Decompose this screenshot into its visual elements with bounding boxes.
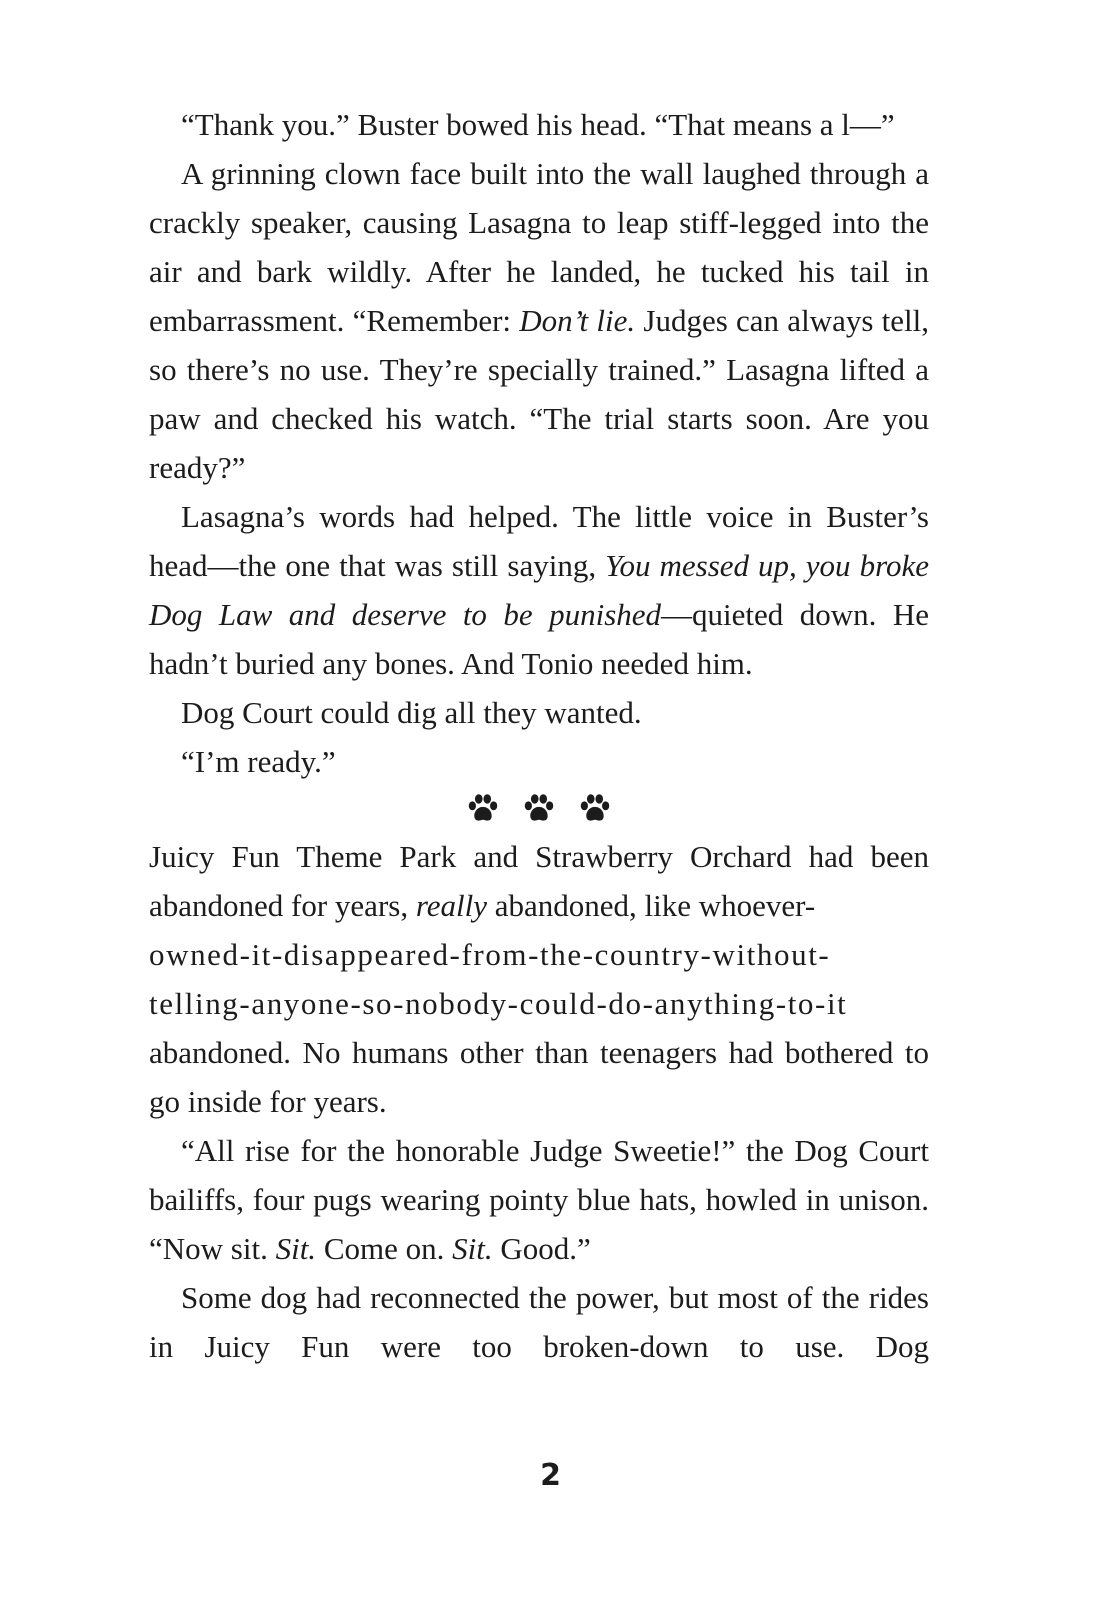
scene-break bbox=[149, 786, 929, 832]
paragraph bbox=[149, 832, 929, 930]
paragraph-text: Lasagna’s words had helped. The little voice in Buster’s head—the one that was still saying, bbox=[149, 499, 929, 583]
paragraph-text: “Thank you.” Buster bowed his head. “That means a l—” bbox=[181, 107, 895, 142]
paragraph-text: abandoned. No humans other than teenagers had bothered to go inside for years. bbox=[149, 1035, 929, 1119]
emphasis-text: Sit. bbox=[452, 1231, 493, 1266]
paragraph-text: Good.” bbox=[492, 1231, 591, 1266]
paragraph-text: A grinning clown face built into the wall laughed through a crackly speaker, causing Lasagna to leap stiff-legged into the air and bark wildly. After he landed, he tucked his tail in embarrassment. “Remember: bbox=[149, 156, 929, 338]
paragraph bbox=[149, 492, 929, 688]
paw-print-icon bbox=[522, 792, 556, 826]
paragraph bbox=[149, 100, 929, 149]
paragraph-text: owned-it-disappeared-from-the-country-without- bbox=[149, 937, 831, 972]
emphasis-text: really bbox=[415, 888, 488, 923]
paragraph-text: —quieted down. He hadn’t buried any bones. And Tonio needed him. bbox=[149, 597, 929, 681]
paragraph-line bbox=[149, 930, 929, 979]
paragraph-line bbox=[149, 979, 929, 1028]
paragraph bbox=[149, 149, 929, 492]
paragraph bbox=[149, 688, 929, 737]
paragraph-text: Judges can always tell, so there’s no use. They’re specially trained.” Lasagna lifted a paw and checked his watch. “The trial starts soon. Are you ready?” bbox=[149, 303, 929, 485]
paragraph-text: “All rise for the honorable Judge Sweetie!” the Dog Court bailiffs, four pugs wearing pointy blue hats, howled in unison. “Now sit. bbox=[149, 1133, 929, 1266]
emphasis-text: You messed up, you broke Dog Law and deserve to be punished bbox=[149, 548, 929, 632]
emphasis-text: Sit. bbox=[275, 1231, 317, 1266]
paragraph bbox=[149, 737, 929, 786]
paragraph-text: “I’m ready.” bbox=[181, 744, 336, 779]
paragraph-text: Come on. bbox=[316, 1231, 453, 1266]
paw-print-icon bbox=[466, 792, 500, 826]
paragraph-text: abandoned, like whoever- bbox=[487, 888, 816, 923]
paragraph bbox=[149, 1126, 929, 1273]
paragraph-text: Dog Court could dig all they wanted. bbox=[181, 695, 642, 730]
paragraph-text: telling-anyone-so-nobody-could-do-anything-to-it bbox=[149, 986, 848, 1021]
paragraph-text: Juicy Fun Theme Park and Strawberry Orchard had been abandoned for years, bbox=[149, 839, 929, 923]
paragraph-line bbox=[149, 1028, 929, 1126]
paragraph-text: Some dog had reconnected the power, but most of the rides in Juicy Fun were too broken-down to use. Dog bbox=[149, 1280, 929, 1364]
page-number: 2 bbox=[540, 1458, 561, 1493]
emphasis-text: Don’t lie. bbox=[519, 303, 636, 338]
paragraph bbox=[149, 1273, 929, 1371]
page-body bbox=[149, 100, 929, 1371]
paw-print-icon bbox=[578, 792, 612, 826]
